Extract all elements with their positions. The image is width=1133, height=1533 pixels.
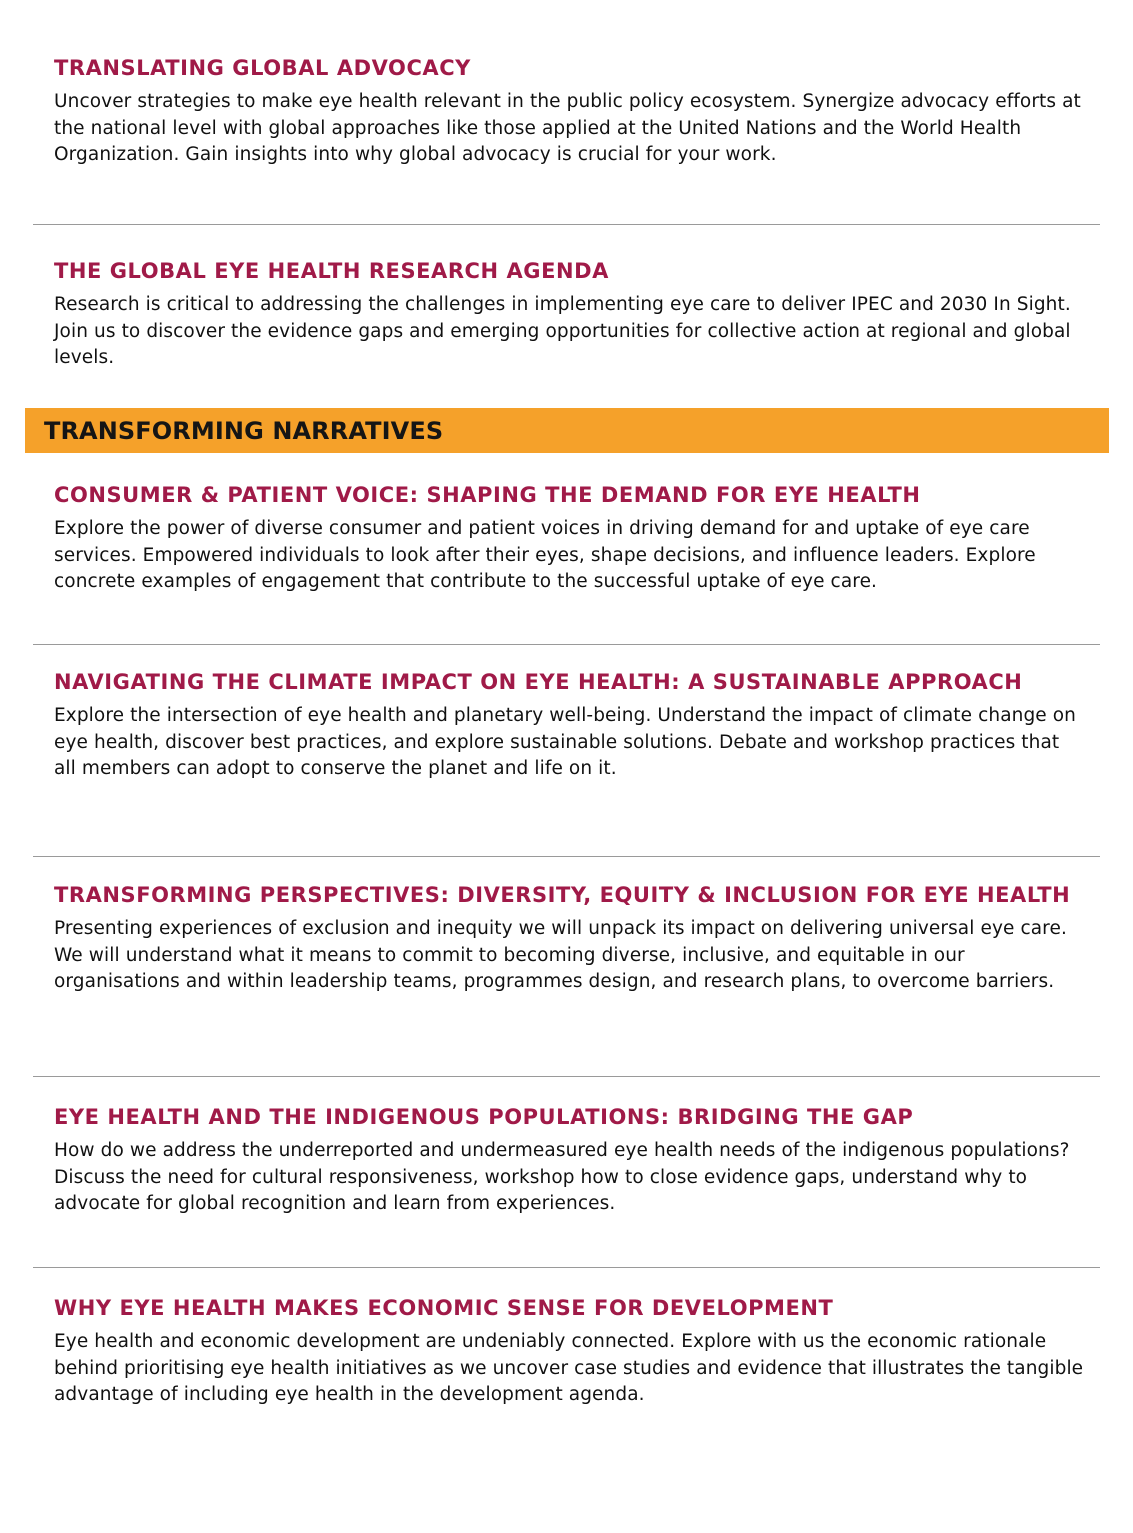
section-global-eye-health-research-agenda [54,257,1084,372]
section-description: Presenting experiences of exclusion and inequity we will unpack its impact on delivering universal eye care. We will understand what it means to commit to becoming diverse, inclusive, and equitable in our organisations and within leadership teams, programmes design, and research plans, to overcome barriers. [54,918,1067,993]
section-description: Uncover strategies to make eye health relevant in the public policy ecosystem. Synergize advocacy efforts at the national level with global approaches like those applied at the United Nations and the World Health Organization. Gain insights into why global advocacy is crucial for your work. [54,91,1081,166]
section-translating-global-advocacy [54,54,1084,169]
section-title: WHY EYE HEALTH MAKES ECONOMIC SENSE FOR DEVELOPMENT [54,1296,834,1320]
divider [33,644,1100,645]
section-title: NAVIGATING THE CLIMATE IMPACT ON EYE HEALTH: A SUSTAINABLE APPROACH [54,670,1023,694]
section-climate-impact [54,668,1084,783]
section-transforming-perspectives [54,881,1084,996]
divider [33,224,1100,225]
divider [33,1267,1100,1268]
banner-title: TRANSFORMING NARRATIVES [44,417,444,445]
section-description: Research is critical to addressing the challenges in implementing eye care to deliver IPEC and 2030 In Sight. Join us to discover the evidence gaps and emerging opportunities for collective action at regional and global levels. [54,294,1071,369]
divider [33,856,1100,857]
section-title: TRANSLATING GLOBAL ADVOCACY [54,56,471,80]
divider [33,1076,1100,1077]
section-title: THE GLOBAL EYE HEALTH RESEARCH AGENDA [54,259,609,283]
category-banner [25,408,1109,453]
section-indigenous-populations [54,1103,1084,1218]
section-economic-sense [54,1294,1084,1409]
section-description: Eye health and economic development are undeniably connected. Explore with us the economic rationale behind prioritising eye health initiatives as we uncover case studies and evidence that illustrates the tangible advantage of including eye health in the development agenda. [54,1331,1084,1406]
section-description: Explore the intersection of eye health and planetary well-being. Understand the impact of climate change on eye health, discover best practices, and explore sustainable solutions. Debate and workshop practices that all members can adopt to conserve the planet and life on it. [54,705,1077,780]
section-title: CONSUMER & PATIENT VOICE: SHAPING THE DEMAND FOR EYE HEALTH [54,483,921,507]
section-consumer-patient-voice [54,481,1084,596]
section-description: Explore the power of diverse consumer and patient voices in driving demand for and uptake of eye care services. Empowered individuals to look after their eyes, shape decisions, and influence leaders. Explore concrete examples of engagement that contribute to the successful uptake of eye care. [54,518,1036,593]
section-title: TRANSFORMING PERSPECTIVES: DIVERSITY, EQUITY & INCLUSION FOR EYE HEALTH [54,883,1071,907]
section-description: How do we address the underreported and undermeasured eye health needs of the indigenous populations? Discuss the need for cultural responsiveness, workshop how to close evidence gaps, understand why to advocate for global recognition and learn from experiences. [54,1140,1070,1215]
section-title: EYE HEALTH AND THE INDIGENOUS POPULATIONS: BRIDGING THE GAP [54,1105,914,1129]
